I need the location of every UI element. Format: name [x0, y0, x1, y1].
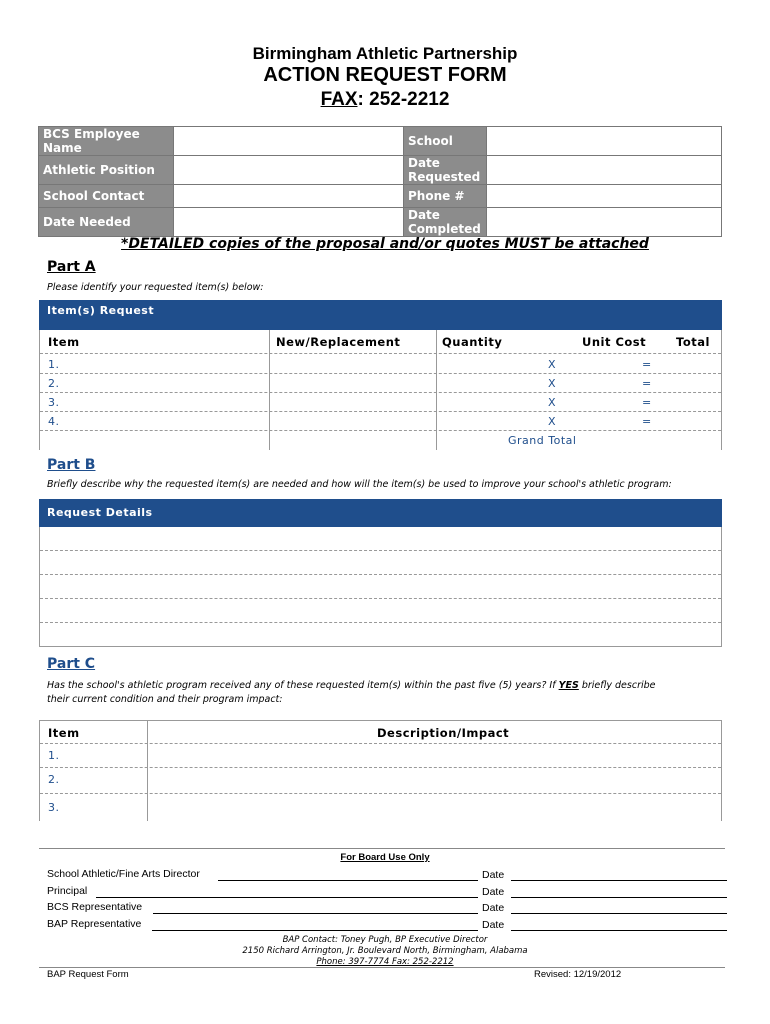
row-number: 2. — [48, 377, 60, 390]
signature-bap-line[interactable] — [152, 930, 478, 931]
school-field[interactable] — [487, 127, 722, 156]
signature-director-label: School Athletic/Fine Arts Director — [47, 868, 200, 880]
part-c-instruction-line2: their current condition and their program impact: — [47, 694, 283, 705]
signature-director-line[interactable] — [218, 880, 478, 881]
multiply-sign: X — [548, 358, 557, 371]
board-use-title: For Board Use Only — [340, 852, 430, 863]
part-c-instruction-end: briefly describe — [578, 680, 656, 691]
part-a-title: Part A — [47, 259, 96, 275]
multiply-sign: X — [548, 396, 557, 409]
fax-number: : 252-2212 — [357, 89, 450, 110]
equals-sign: = — [642, 358, 652, 371]
items-request-table — [39, 330, 722, 450]
details-line[interactable] — [40, 551, 721, 575]
form-title: ACTION REQUEST FORM — [263, 64, 507, 86]
org-name: Birmingham Athletic Partnership — [252, 44, 518, 63]
date-director-line[interactable] — [511, 880, 727, 881]
date-completed-label: Date Completed — [404, 208, 487, 237]
signature-bcs-line[interactable] — [153, 913, 478, 914]
grand-total-label: Grand Total — [508, 434, 577, 447]
col-unit-cost: Unit Cost — [582, 335, 647, 349]
part-a-instruction: Please identify your requested item(s) below: — [47, 282, 264, 293]
contact-line-3: Phone: 397-7774 Fax: 252-2212 — [316, 957, 454, 967]
request-details-bar: Request Details — [39, 499, 722, 527]
grand-total-row[interactable] — [40, 431, 721, 450]
date-requested-label: Date Requested — [404, 156, 487, 185]
attachment-notice: *DETAILED copies of the proposal and/or quotes MUST be attached — [121, 236, 649, 252]
table-row[interactable] — [40, 393, 721, 412]
request-details-area[interactable] — [39, 527, 722, 647]
school-label: School — [404, 127, 487, 156]
part-b-title: Part B — [47, 457, 96, 473]
bcs-employee-name-label: BCS Employee Name — [39, 127, 174, 156]
multiply-sign: X — [548, 377, 557, 390]
signature-principal-line[interactable] — [96, 897, 478, 898]
signature-bap-label: BAP Representative — [47, 918, 142, 930]
row-number: 2. — [48, 773, 60, 786]
row-number: 3. — [48, 801, 60, 814]
col-quantity: Quantity — [442, 335, 503, 349]
yes-emphasis: YES — [558, 680, 579, 691]
equals-sign: = — [642, 377, 652, 390]
details-line[interactable] — [40, 575, 721, 599]
col-total: Total — [676, 335, 710, 349]
fax-label: FAX — [320, 89, 358, 110]
col-item: Item — [48, 726, 80, 740]
date-label: Date — [482, 919, 505, 931]
table-row[interactable] — [40, 794, 721, 822]
equals-sign: = — [642, 415, 652, 428]
details-line[interactable] — [40, 599, 721, 623]
details-line[interactable] — [40, 527, 721, 551]
prior-items-header — [40, 721, 721, 744]
requester-info-table — [38, 126, 722, 237]
table-row[interactable] — [40, 354, 721, 374]
date-bap-line[interactable] — [511, 930, 727, 931]
date-needed-field[interactable] — [174, 208, 404, 237]
part-b-instruction: Briefly describe why the requested item(s) are needed and how will the item(s) be used to improve your school's athletic program: — [47, 479, 672, 490]
date-label: Date — [482, 886, 505, 898]
details-line[interactable] — [40, 623, 721, 647]
school-contact-field[interactable] — [174, 185, 404, 208]
signature-bcs-label: BCS Representative — [47, 901, 143, 913]
bcs-employee-name-field[interactable] — [174, 127, 404, 156]
part-c-title: Part C — [47, 656, 96, 672]
col-item: Item — [48, 335, 80, 349]
date-principal-line[interactable] — [511, 897, 727, 898]
phone-field[interactable] — [487, 185, 722, 208]
date-label: Date — [482, 869, 505, 881]
athletic-position-field[interactable] — [174, 156, 404, 185]
part-c-instruction — [47, 680, 656, 691]
col-new-replacement: New/Replacement — [276, 335, 401, 349]
row-number: 1. — [48, 358, 60, 371]
contact-line-2: 2150 Richard Arrington, Jr. Boulevard North, Birmingham, Alabama — [242, 946, 528, 956]
contact-line-1: BAP Contact: Toney Pugh, BP Executive Director — [282, 935, 488, 945]
items-header-row — [40, 330, 721, 354]
signature-principal-label: Principal — [47, 885, 88, 897]
row-number: 4. — [48, 415, 60, 428]
divider — [39, 848, 725, 849]
date-requested-field[interactable] — [487, 156, 722, 185]
school-contact-label: School Contact — [39, 185, 174, 208]
table-row[interactable] — [40, 744, 721, 768]
date-needed-label: Date Needed — [39, 208, 174, 237]
date-bcs-line[interactable] — [511, 913, 727, 914]
table-row[interactable] — [40, 374, 721, 393]
table-row[interactable] — [40, 768, 721, 794]
row-number: 1. — [48, 749, 60, 762]
phone-label: Phone # — [404, 185, 487, 208]
footer-revised-date: Revised: 12/19/2012 — [534, 969, 622, 980]
items-request-bar: Item(s) Request — [39, 300, 722, 330]
fax-line — [0, 89, 770, 111]
multiply-sign: X — [548, 415, 557, 428]
date-completed-field[interactable] — [487, 208, 722, 237]
equals-sign: = — [642, 396, 652, 409]
row-number: 3. — [48, 396, 60, 409]
athletic-position-label: Athletic Position — [39, 156, 174, 185]
col-description-impact: Description/Impact — [377, 726, 510, 740]
date-label: Date — [482, 902, 505, 914]
prior-items-table — [39, 720, 722, 821]
part-c-instruction-text: Has the school's athletic program received any of these requested item(s) within the past five (5) years? If — [47, 680, 559, 691]
footer-form-name: BAP Request Form — [47, 969, 129, 980]
table-row[interactable] — [40, 412, 721, 431]
footer-divider — [39, 967, 725, 968]
